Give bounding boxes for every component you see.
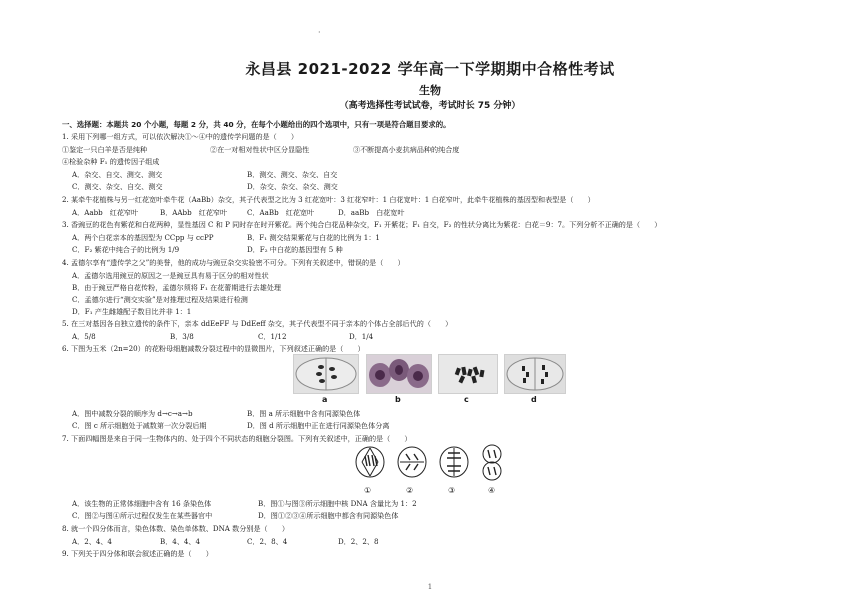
cell-division-diagrams <box>352 444 522 486</box>
q3-option-c[interactable]: C．F₂ 紫花中纯合子的比例为 1/9 <box>72 245 180 254</box>
section-heading: 一、选择题：本题共 20 个小题，每题 2 分，共 40 分，在每个小题给出的四个选项中，只有一项是符合题目要求的。 <box>62 120 451 129</box>
q2-option-b[interactable]: B．AAbb 红花窄叶 <box>160 208 228 217</box>
q4-option-d[interactable]: D．F₁ 产生雌雄配子数目比并非 1：1 <box>72 307 192 316</box>
q6-option-b[interactable]: B．图 a 所示细胞中含有同源染色体 <box>247 409 361 418</box>
micrograph-b-label: b <box>395 395 401 404</box>
top-mark: · <box>318 28 321 37</box>
micrograph-c-label: c <box>464 395 469 404</box>
q8-option-c[interactable]: C．2、8、4 <box>247 537 288 546</box>
q6-option-c[interactable]: C．图 c 所示细胞处于减数第一次分裂后期 <box>72 421 207 430</box>
q1-item-2: ②在一对相对性状中区分显隐性 <box>210 145 310 154</box>
q5-option-a[interactable]: A．5/8 <box>72 332 96 341</box>
diagram-2-label: ② <box>406 486 414 495</box>
q8-option-b[interactable]: B．4、4、4 <box>160 537 201 546</box>
diagram-3-label: ③ <box>448 486 456 495</box>
diagram-1-label: ① <box>364 486 372 495</box>
q4-option-c[interactable]: C．孟德尔进行“测交实验”是对推理过程及结果进行检测 <box>72 295 248 304</box>
exam-subject: 生物 <box>419 84 441 97</box>
q9-stem: 9. 下列关于四分体和联会叙述正确的是（ ） <box>62 549 213 558</box>
micrograph-a-label: a <box>322 395 328 404</box>
q6-option-a[interactable]: A．图中减数分裂的顺序为 d→c→a→b <box>72 409 193 418</box>
q3-option-d[interactable]: D．F₂ 中白花的基因型有 5 种 <box>247 245 343 254</box>
q3-option-b[interactable]: B．F₁ 测交结果紫花与白花的比例为 1：1 <box>247 233 380 242</box>
micrograph-d-label: d <box>531 395 537 404</box>
q1-stem: 1. 采用下列哪一组方式，可以依次解决①～④中的遗传学问题的是（ ） <box>62 132 299 141</box>
micrograph-a <box>293 354 359 394</box>
q5-option-c[interactable]: C．1/12 <box>258 332 287 341</box>
q2-option-d[interactable]: D．aaBb 白花宽叶 <box>338 208 405 217</box>
q1-option-d[interactable]: D．杂交、杂交、杂交、测交 <box>247 182 338 191</box>
q2-option-c[interactable]: C．AaBb 红花宽叶 <box>247 208 315 217</box>
q7-option-d[interactable]: D．图①②③④所示细胞中都含有同源染色体 <box>258 511 399 520</box>
q4-option-b[interactable]: B．由于豌豆严格自花传粉，孟德尔须将 F₁ 在花蕾期进行去雄处理 <box>72 283 282 292</box>
q7-option-c[interactable]: C．图②与图④所示过程仅发生在某些器官中 <box>72 511 213 520</box>
q1-option-c[interactable]: C．测交、杂交、自交、测交 <box>72 182 163 191</box>
q8-stem: 8. 就一个四分体而言，染色体数、染色单体数、DNA 数分别是（ ） <box>62 524 289 533</box>
exam-note: （高考选择性考试试卷，考试时长 75 分钟） <box>339 101 521 111</box>
diagram-4-label: ④ <box>488 486 496 495</box>
q1-item-4: ④检验杂种 F₁ 的遗传因子组成 <box>62 157 160 166</box>
q7-stem: 7. 下面四幅图是来自于同一生物体内的、处于四个不同状态的细胞分裂图。下列有关叙述中，正确的是（ ） <box>62 434 412 443</box>
q5-option-b[interactable]: B．3/8 <box>170 332 194 341</box>
micrograph-c <box>438 354 498 394</box>
micrograph-b <box>366 354 432 394</box>
q8-option-d[interactable]: D．2、2、8 <box>338 537 379 546</box>
q4-stem: 4. 孟德尔享有“遗传学之父”的美誉，他的成功与豌豆杂交实验密不可分。下列有关叙述中，错误的是（ ） <box>62 258 405 267</box>
q1-item-1: ①鉴定一只白羊是否是纯种 <box>62 145 148 154</box>
q6-stem: 6. 下图为玉米（2n=20）的花粉母细胞减数分裂过程中的显微图片，下列叙述正确的是（ ） <box>62 344 365 353</box>
q5-option-d[interactable]: D．1/4 <box>349 332 374 341</box>
q5-stem: 5. 在三对基因各自独立遗传的条件下，亲本 ddEeFF 与 DdEeff 杂交，其子代表型不同于亲本的个体占全部后代的（ ） <box>62 319 453 328</box>
q7-option-a[interactable]: A．该生物的正常体细胞中含有 16 条染色体 <box>72 499 212 508</box>
q2-stem: 2. 某牵牛花植株与另一红花宽叶牵牛花（AaBb）杂交，其子代表型之比为 3 红花宽叶：3 红花窄叶：1 白花宽叶：1 白花窄叶，此牵牛花植株的基因型和表型是（ ） <box>62 195 595 204</box>
q1-item-3: ③不断提高小麦抗病品种的纯合度 <box>353 145 460 154</box>
exam-title: 永昌县 2021-2022 学年高一下学期期中合格性考试 <box>245 60 615 78</box>
q1-option-a[interactable]: A．杂交、自交、测交、测交 <box>72 170 163 179</box>
micrograph-d <box>504 354 566 394</box>
q6-option-d[interactable]: D．图 d 所示细胞中正在进行同源染色体分离 <box>247 421 390 430</box>
q2-option-a[interactable]: A．Aabb 红花窄叶 <box>72 208 139 217</box>
q1-option-b[interactable]: B．测交、测交、杂交、自交 <box>247 170 338 179</box>
q8-option-a[interactable]: A．2、4、4 <box>72 537 112 546</box>
page-number: 1 <box>427 583 433 591</box>
q3-stem: 3. 香豌豆的花色有紫花和白花两种，显性基因 C 和 P 同时存在时开紫花。两个纯合白花品种杂交，F₁ 开紫花；F₁ 自交，F₂ 的性状分离比为紫花：白花＝9：7。下列分析不正确的是（ ） <box>62 220 662 229</box>
q3-option-a[interactable]: A．两个白花亲本的基因型为 CCpp 与 ccPP <box>72 233 214 242</box>
q7-option-b[interactable]: B．图①与图③所示细胞中核 DNA 含量比为 1：2 <box>258 499 417 508</box>
q4-option-a[interactable]: A．孟德尔选用豌豆的原因之一是豌豆具有易于区分的相对性状 <box>72 271 269 280</box>
